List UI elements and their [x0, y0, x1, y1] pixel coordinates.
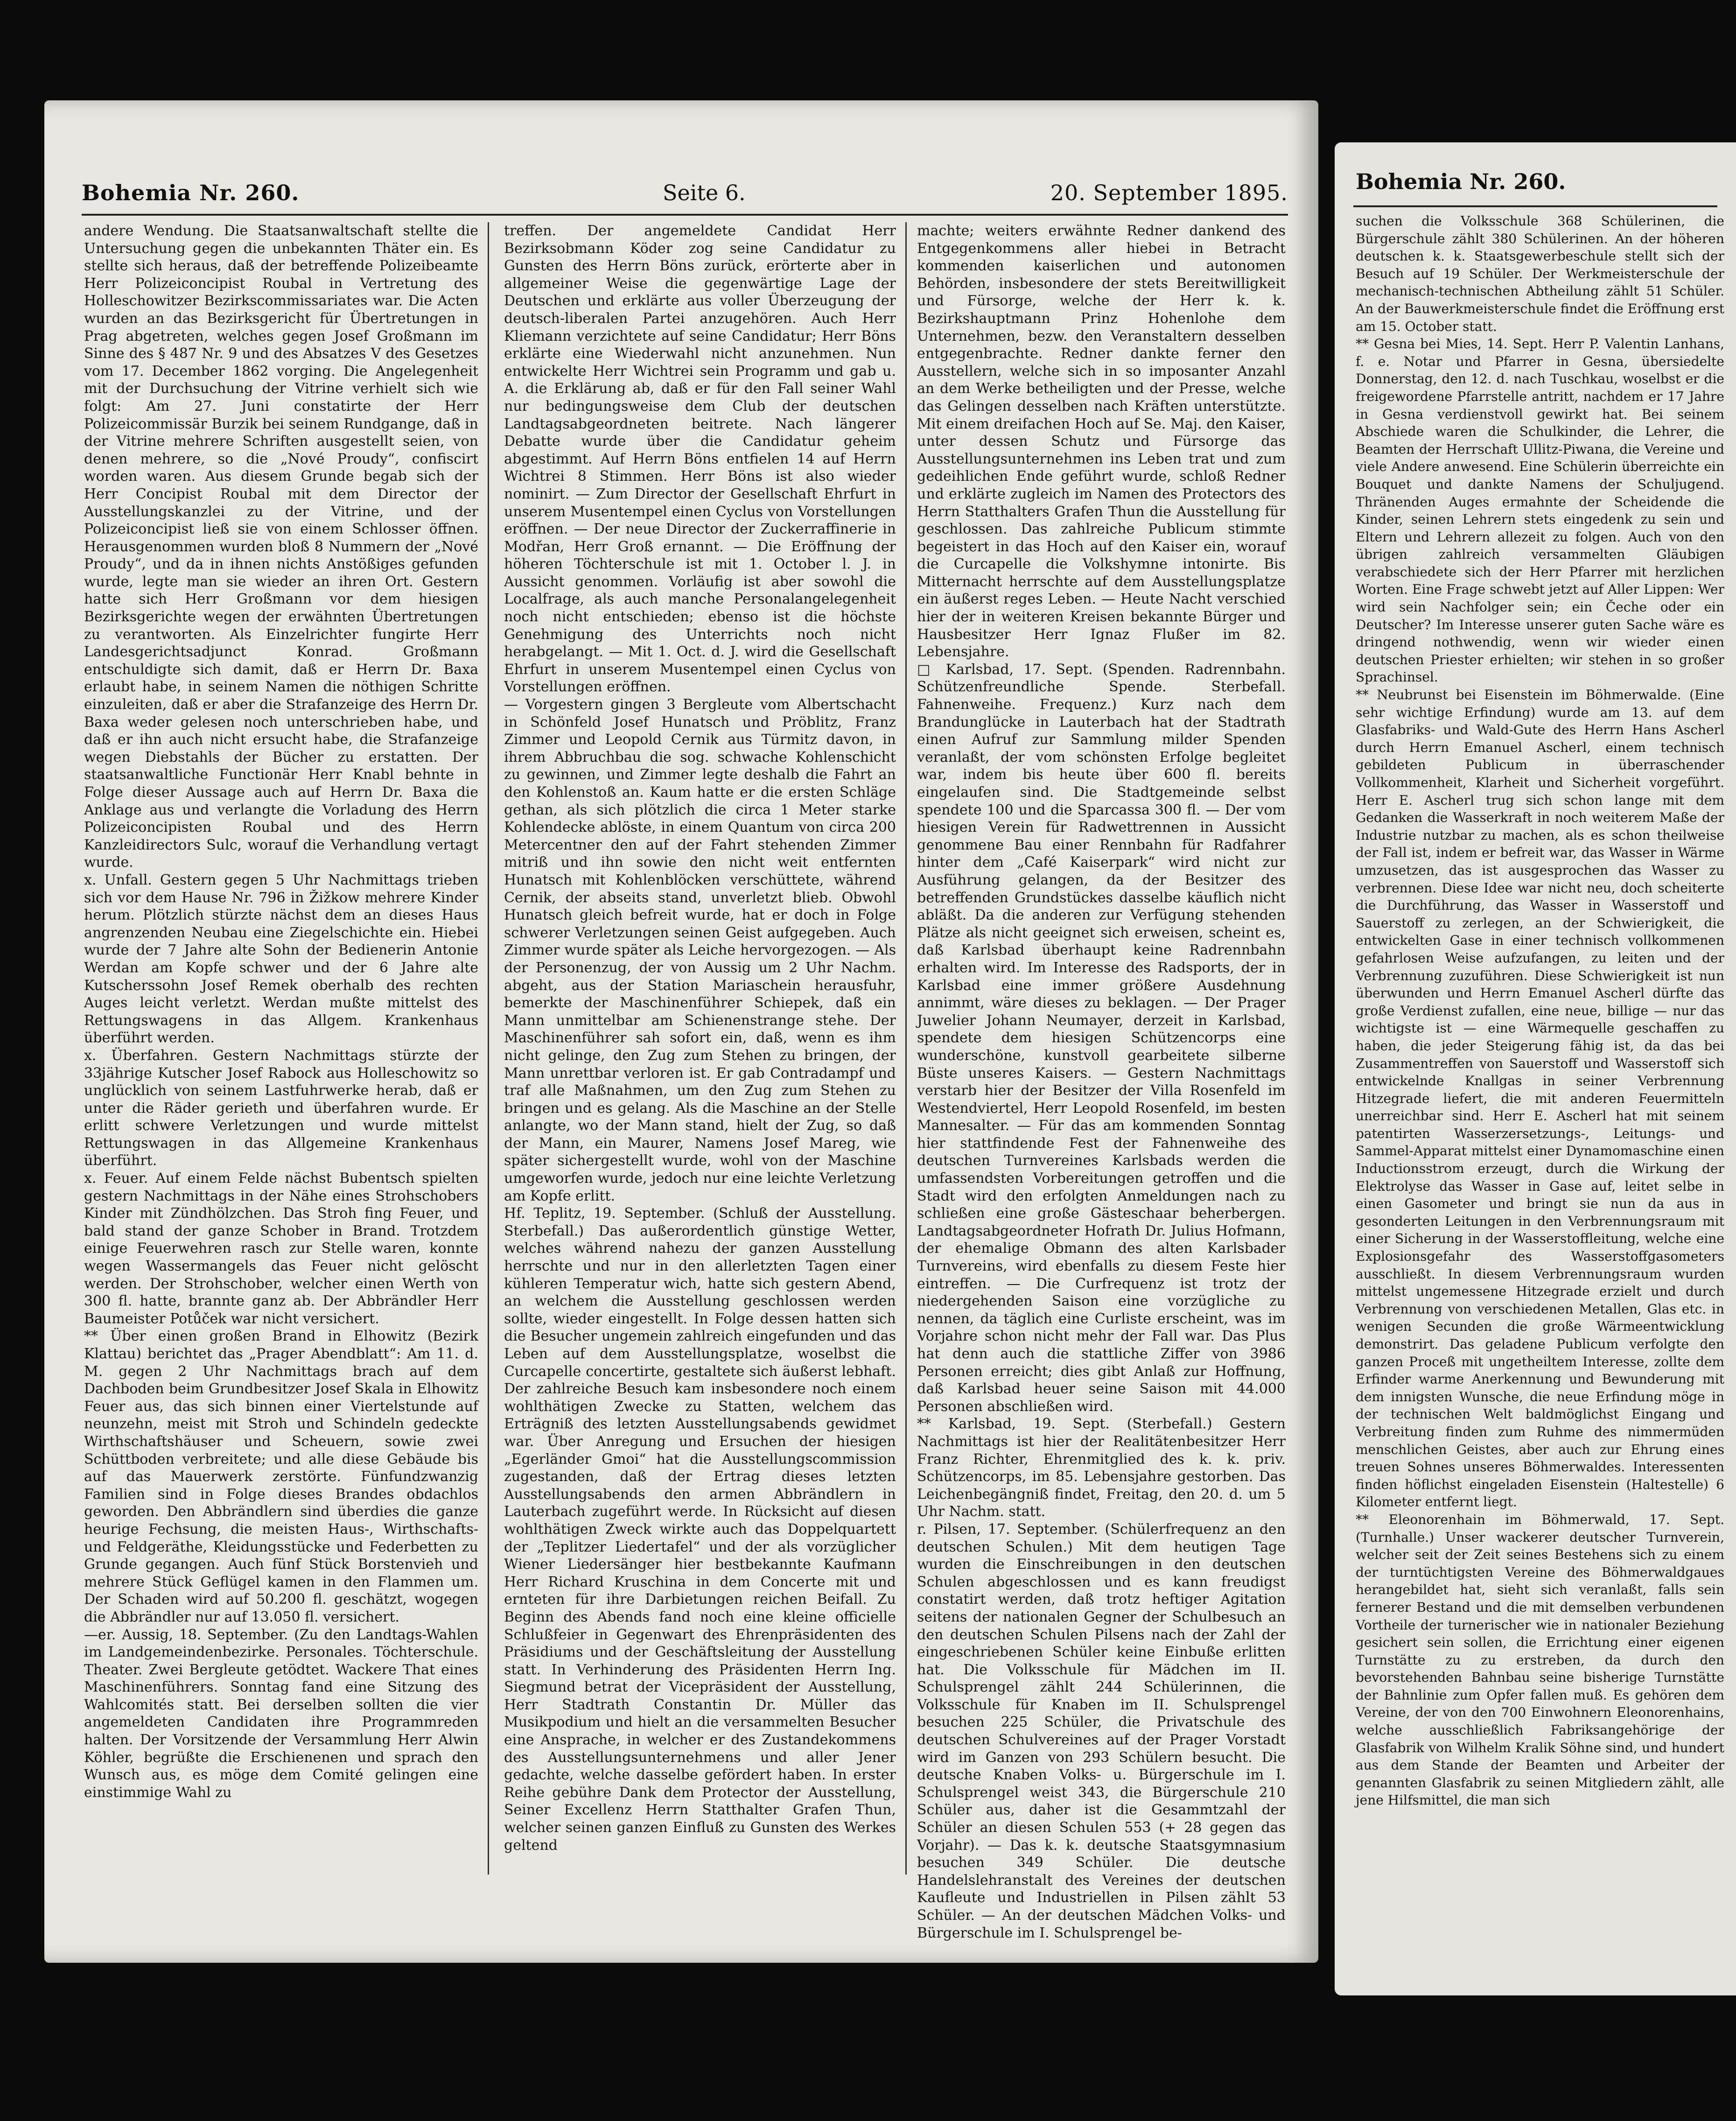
column-divider [905, 222, 907, 1875]
article-paragraph: □ Karlsbad, 17. Sept. (Spenden. Radrennbahn. Schützenfreundliche Spende. Sterbefall. Fahnenweihe. Frequenz.) Kurz nach dem Brandunglücke in Lauterbach hat der Stadtrath einen Aufruf zur Sammlung milder Spenden veranlaßt, der vom schönsten Erfolge begleitet war, indem bis heute über 600 fl. bereits eingelaufen sind. Die Stadtgemeinde selbst spendete 100 und die Sparcassa 300 fl. — Der vom hiesigen Verein für Radwettrennen in Aussicht genommene Bau einer Rennbahn für Radfahrer hinter dem „Café Kaiserpark“ wird nicht zur Ausführung gelangen, da der Besitzer des betreffenden Grundstückes dasselbe käuflich nicht abläßt. Da die anderen zur Verfügung stehenden Plätze als nicht geeignet sich erweisen, scheint es, daß Karlsbad überhaupt keine Radrennbahn erhalten wird. Im Interesse des Radsports, der in Karlsbad eine immer größere Ausdehnung annimmt, wäre dieses zu beklagen. — Der Prager Juwelier Johann Neumayer, derzeit in Karlsbad, spendete dem hiesigen Schützencorps eine wunderschöne, kunstvoll gearbeitete silberne Büste unseres Kaisers. — Gestern Nachmittags verstarb hier der Besitzer der Villa Rosenfeld im Westendviertel, Herr Leopold Rosenfeld, im besten Mannesalter. — Für das am kommenden Sonntag hier stattfindende Fest der Fahnenweihe des deutschen Turnvereines Karlsbads werden die umfassendsten Vorbereitungen getroffen und die Stadt wird den erfolgten Anmeldungen nach zu schließen eine große Gästeschaar beherbergen. Landtagsabgeordneter Hofrath Dr. Julius Hofmann, der ehemalige Obmann des alten Karlsbader Turnvereins, wird ebenfalls zu diesem Feste hier eintreffen. — Die Curfrequenz ist trotz der niedergehenden Saison eine vorzügliche zu nennen, da täglich eine Curliste erscheint, was im Vorjahre schon nicht mehr der Fall war. Das Plus hat denn auch die stattliche Ziffer von 3986 Personen erreicht; dies gibt Anlaß zur Hoffnung, daß Karlsbad heuer seine Saison mit 44.000 Personen abschließen wird. [917, 661, 1286, 1415]
article-paragraph: andere Wendung. Die Staatsanwaltschaft stellte die Untersuchung gegen die unbekannten Thäter ein. Es stellte sich heraus, daß der betreffende Polizeibeamte Herr Polizeiconcipist Roubal in Vertretung des Holleschowitzer Bezirkscommissariates war. Die Acten wurden an das Bezirksgericht für Übertretungen in Prag abgetreten, welches gegen Josef Großmann im Sinne des § 487 Nr. 9 und des Absatzes V des Gesetzes vom 17. December 1862 vorging. Die Angelegenheit mit der Durchsuchung der Vitrine verhielt sich wie folgt: Am 27. Juni constatirte der Herr Polizeicommissär Burzik bei seinem Rundgange, daß in der Vitrine mehrere Schriften ausgestellt seien, von denen mehrere, so die „Nové Proudy“, confiscirt worden waren. Aus diesem Grunde begab sich der Herr Concipist Roubal mit dem Director der Ausstellungskanzlei zu der Vitrine, und der Polizeiconcipist ließ sie von einem Schlosser öffnen. Herausgenommen wurden bloß 8 Nummern der „Nové Proudy“, und da in ihnen nichts Anstößiges gefunden wurde, legte man sie wieder an ihren Ort. Gestern hatte sich Herr Großmann vor dem hiesigen Bezirksgerichte wegen der erwähnten Übertretungen zu verantworten. Als Einzelrichter fungirte Herr Landesgerichtsadjunct Konrad. Großmann entschuldigte sich damit, daß er Herrn Dr. Baxa erlaubt habe, in seinem Namen die nöthigen Schritte einzuleiten, daß er aber die Strafanzeige des Herrn Dr. Baxa weder gelesen noch unterschrieben habe, und daß er ihn auch nicht ersucht habe, die Strafanzeige wegen Diebstahls der Bücher zu erstatten. Der staatsanwaltliche Functionär Herr Knabl behnte in Folge dieser Aussage auch auf Herrn Dr. Baxa die Anklage aus und verlangte die Vorladung des Herrn Polizeiconcipisten Roubal und des Herrn Kanzleidirectors Sulc, worauf die Verhandlung vertagt wurde. [84, 223, 478, 871]
article-paragraph: — Vorgestern gingen 3 Bergleute vom Albertschacht in Schönfeld Josef Hunatsch und Pröblitz, Franz Zimmer und Leopold Cernik aus Türmitz davon, in ihrem Abbruchbau die sog. schwache Kohlenschicht zu gewinnen, und Zimmer legte deshalb die Fahrt an den Kohlenstoß an. Kaum hatte er die ersten Schläge gethan, als sich plötzlich die circa 1 Meter starke Kohlendecke ablöste, in einem Quantum von circa 200 Metercentner den auf der Fahrt stehenden Zimmer mitriß und ihn sowie den nicht weit entfernten Hunatsch mit Kohlenblöcken verschüttete, während Cernik, der abseits stand, unverletzt blieb. Obwohl Hunatsch gleich befreit wurde, hat er doch in Folge schwerer Verletzungen seinen Geist aufgegeben. Auch Zimmer wurde später als Leiche hervorgezogen. — Als der Personenzug, der von Aussig um 2 Uhr Nachm. abgeht, aus der Station Mariaschein herausfuhr, bemerkte der Maschinenführer Schiepek, daß ein Mann unmittelbar am Schienenstrange stehe. Der Maschinenführer sah sofort ein, daß, wenn es ihm nicht gelinge, den Zug zum Stehen zu bringen, der Mann unrettbar verloren ist. Er gab Contradampf und traf alle Maßnahmen, um den Zug zum Stehen zu bringen und es gelang. Als die Maschine an der Stelle anlangte, wo der Mann stand, hielt der Zug, so daß der Mann, ein Maurer, Namens Josef Mareg, wie später sichergestellt wurde, wohl von der Maschine umgeworfen wurde, jedoch nur eine leichte Verletzung am Kopfe erlitt. [504, 696, 896, 1204]
article-paragraph: ** Gesna bei Mies, 14. Sept. Herr P. Valentin Lanhans, f. e. Notar und Pfarrer in Gesna, übersiedelte Donnerstag, den 12. d. nach Tuschkau, woselbst er die freigewordene Pfarrstelle antritt, nachdem er 17 Jahre in Gesna verdienstvoll gewirkt hat. Bei seinem Abschiede waren die Schulkinder, die Lehrer, die Beamten der Herrschaft Ullitz-Piwana, die Vereine und viele Andere anwesend. Eine Schülerin überreichte ein Bouquet und dankte Namens der Schuljugend. Thränenden Auges ermahnte der Scheidende die Kinder, seinen Lehrern stets eingedenk zu sein und Eltern und Lehrern allezeit zu folgen. Auch von den übrigen zahlreich versammelten Gläubigen verabschiedete sich der Herr Pfarrer mit herzlichen Worten. Eine Frage schwebt jetzt auf Aller Lippen: Wer wird sein Nachfolger sein; ein Čeche oder ein Deutscher? Im Interesse unserer guten Sache wäre es dringend nothwendig, wenn wir wieder einen deutschen Priester erhielten; wir stehen in so großer Sprachinsel. [1356, 336, 1724, 685]
masthead-issue: Bohemia Nr. 260. [82, 180, 300, 205]
article-paragraph: machte; weiters erwähnte Redner dankend des Entgegenkommens aller hiebei in Betracht kommenden kaiserlichen und autonomen Behörden, insbesondere der stets Bereitwilligkeit und Fürsorge, welche der Herr k. k. Bezirkshauptmann Prinz Hohenlohe dem Unternehmen, bezw. den Veranstaltern desselben entgegenbrachte. Redner dankte ferner den Ausstellern, welche sich in so imposanter Anzahl an dem Werke betheiligten und der Presse, welche das Gelingen desselben nach Kräften unterstützte. Mit einem dreifachen Hoch auf Se. Maj. den Kaiser, unter dessen Schutz und Fürsorge das Ausstellungsunternehmen ins Leben trat und zum gedeihlichen Ende geführt wurde, schloß Redner und erklärte zugleich im Namen des Protectors des Herrn Statthalters Grafen Thun die Ausstellung für geschlossen. Das zahlreiche Publicum stimmte begeistert in das Hoch auf den Kaiser ein, worauf die Curcapelle die Volkshymne intonirte. Bis Mitternacht herrschte auf dem Ausstellungsplatze ein äußerst reges Leben. — Heute Nacht verschied hier der in weiteren Kreisen bekannte Bürger und Hausbesitzer Herr Ignaz Flußer im 82. Lebensjahre. [917, 223, 1286, 660]
article-paragraph: x. Feuer. Auf einem Felde nächst Bubentsch spielten gestern Nachmittags in der Nähe eines Strohschobers Kinder mit Zündhölzchen. Das Stroh fing Feuer, und bald stand der ganze Schober in Brand. Trotzdem einige Feuerwehren rasch zur Stelle waren, konnte wegen Wassermangels das Feuer nicht gelöscht werden. Der Strohschober, welcher einen Werth von 300 fl. hatte, brannte ganz ab. Der Abbrändler Herr Baumeister Potůček war nicht versichert. [84, 1170, 478, 1327]
article-paragraph: ** Neubrunst bei Eisenstein im Böhmerwalde. (Eine sehr wichtige Erfindung) wurde am 13. auf dem Glasfabriks- und Wald-Gute des Herrn Hans Ascherl durch Herrn Emanuel Ascherl, einem technisch gebildeten Publicum in überraschender Vollkommenheit, Klarheit und Sicherheit vorgeführt. Herr E. Ascherl trug sich schon lange mit dem Gedanken die Wasserkraft in noch weiterem Maße der Industrie nutzbar zu machen, als es schon theilweise der Fall ist, indem er befreit war, das Wasser in Wärme umzusetzen, das ist ausgesprochen das Wasser zu verbrennen. Diese Idee war nicht neu, doch scheiterte die Durchführung, das Wasser in Wasserstoff und Sauerstoff zu zerlegen, an der Schwierigkeit, die entwickelten Gase in einer technisch vollkommenen gefahrlosen Weise aufzufangen, zu leiten und der Verbrennung zuzuführen. Diese Schwierigkeit ist nun überwunden und Herrn Emanuel Ascherl dürfte das große Verdienst zufallen, eine neue, billige — nur das wichtigste ist — eine Wärmequelle geschaffen zu haben, die jeder Steigerung fähig ist, da das bei Zusammentreffen von Sauerstoff und Wasserstoff sich entwickelnde Knallgas in seiner Verbrennung Hitzegrade liefert, die mit anderen Feuermitteln unerreichbar sind. Herr E. Ascherl hat mit seinem patentirten Wasserzersetzungs-, Leitungs- und Sammel-Apparat mittelst einer Dynamomaschine einen Inductionsstrom erzeugt, durch die Wirkung der Elektrolyse das Wasser in Gase auf, leitet selbe in einen Gasometer und bringt sie nun da aus in gesonderten Leitungen in den Verbrennungsraum mit einer Sicherung in der Wasserstoffleitung, welche eine Explosionsgefahr des Wasserstoffgasometers ausschließt. In diesem Verbrennungsraum wurden mittelst ungemessene Hitzegrade erzielt und durch Verbrennung von verschiedenen Metallen, Glas etc. in wenigen Secunden die große Wärmeentwicklung demonstrirt. Das geladene Publicum verfolgte den ganzen Proceß mit ungetheiltem Interesse, zollte dem Erfinder warme Anerkennung und Bewunderung mit dem innigsten Wunsche, die neue Erfindung möge in der technischen Welt baldmöglichst Eingang und Verbreitung finden zum Ruhme des nimmermüden menschlichen Geistes, aber auch zur Ehrung eines treuen Sohnes unseres Böhmerwaldes. Interessenten finden höflichst eingeladen Eisenstein (Haltestelle) 6 Kilometer entfernt liegt. [1356, 687, 1724, 1510]
article-paragraph: —er. Aussig, 18. September. (Zu den Landtags-Wahlen im Landgemeindenbezirke. Personales. Töchterschule. Theater. Zwei Bergleute getödtet. Wackere That eines Maschinenführers. Sonntag fand eine Sitzung des Wahlcomités statt. Bei derselben sollten die vier angemeldeten Candidaten ihre Programmreden halten. Der Vorsitzende der Versammlung Herr Alwin Köhler, begrüßte die Erschienenen und sprach den Wunsch aus, es möge dem Comité gelingen eine einstimmige Wahl zu [84, 1626, 478, 1801]
article-paragraph: Hf. Teplitz, 19. September. (Schluß der Ausstellung. Sterbefall.) Das außerordentlich günstige Wetter, welches während nahezu der ganzen Ausstellung herrschte und nur in den allerletzten Tagen einer kühleren Temperatur wich, hatte sich gestern Abend, an welchem die Ausstellung geschlossen werden sollte, wieder eingestellt. In Folge dessen hatten sich die Besucher ungemein zahlreich eingefunden und das Leben auf dem Ausstellungsplatze, woselbst die Curcapelle concertirte, gestaltete sich äußerst lebhaft. Der zahlreiche Besuch kam insbesondere noch einem wohlthätigen Zwecke zu Statten, welchem das Erträgniß des letzten Ausstellungsabends gewidmet war. Über Anregung und Ersuchen der hiesigen „Egerländer Gmoi“ hat die Ausstellungscommission zugestanden, daß der Ertrag dieses letzten Ausstellungsabends den armen Abbrändlern in Lauterbach zugeführt werde. In Rücksicht auf diesen wohlthätigen Zweck wirkte auch das Doppelquartett der „Teplitzer Liedertafel“ und der als vorzüglicher Wiener Liedersänger hier bestbekannte Kaufmann Herr Richard Kruschina in dem Concerte mit und ernteten für ihre Darbietungen reichen Beifall. Zu Beginn des Abends fand noch eine kleine officielle Schlußfeier in Gegenwart des Ehrenpräsidenten des Präsidiums und der Geschäftsleitung der Ausstellung statt. In Verhinderung des Präsidenten Herrn Ing. Siegmund betrat der Vicepräsident der Ausstellung, Herr Stadtrath Constantin Dr. Müller das Musikpodium und hielt an die versammelten Besucher eine Ansprache, in welcher er des Zustandekommens des Ausstellungsunternehmens und aller Jener gedachte, welche dasselbe gefördert haben. In erster Reihe gebühre Dank dem Protector der Ausstellung, Seiner Excellenz Herrn Statthalter Grafen Thun, welcher seinen ganzen Einfluß zu Gunsten des Werkes geltend [504, 1205, 896, 1854]
article-paragraph: ** Über einen großen Brand in Elhowitz (Bezirk Klattau) berichtet das „Prager Abendblatt“: Am 11. d. M. gegen 2 Uhr Nachmittags brach auf dem Dachboden beim Grundbesitzer Josef Skala in Elhowitz Feuer aus, das sich binnen einer Viertelstunde auf neunzehn, meist mit Stroh und Schindeln gedeckte Wirthschaftshäuser und Scheuern, sowie zwei Schüttboden verbreitete; und alle diese Gebäude bis auf das Mauerwerk zerstörte. Fünfundzwanzig Familien sind in Folge dieses Brandes obdachlos geworden. Den Abbrändlern sind überdies die ganze heurige Fechsung, die meisten Haus-, Wirthschafts- und Feldgeräthe, Kleidungsstücke und Federbetten zu Grunde gegangen. Auch fünf Stück Borstenvieh und mehrere Stück Geflügel kamen in den Flammen um. Der Schaden wird auf 50.200 fl. geschätzt, wogegen die Abbrändler nur auf 13.050 fl. versichert. [84, 1328, 478, 1625]
article-paragraph: treffen. Der angemeldete Candidat Herr Bezirksobmann Köder zog seine Candidatur zu Gunsten des Herrn Böns zurück, erörterte aber in allgemeiner Weise die gegenwärtige Lage der Deutschen und erklärte aus voller Überzeugung der deutsch-liberalen Partei anzugehören. Auch Herr Kliemann verzichtete auf seine Candidatur; Herr Böns erklärte eine Wiederwahl nicht anzunehmen. Nun entwickelte Herr Wichtrei sein Programm und gab u. A. die Erklärung ab, daß er für den Fall seiner Wahl nur bedingungsweise dem Club der deutschen Landtagsabgeordneten beitrete. Nach längerer Debatte wurde über die Candidatur geheim abgestimmt. Auf Herrn Böns entfielen 14 auf Herrn Wichtrei 8 Stimmen. Herr Böns ist also wieder nominirt. — Zum Director der Gesellschaft Ehrfurt in unserem Musentempel einen Cyclus von Vorstellungen eröffnen. — Der neue Director der Zuckerraffinerie in Modřan, Herr Groß ernannt. — Die Eröffnung der höheren Töchterschule ist mit 1. October l. J. in Aussicht genommen. Vorläufig ist aber sowohl die Localfrage, als auch manche Personalangelegenheit noch nicht entschieden; ebenso ist die höchste Genehmigung des Unterrichts noch nicht herabgelangt. — Mit 1. Oct. d. J. wird die Gesellschaft Ehrfurt in unserem Musentempel einen Cyclus von Vorstellungen eröffnen. [504, 223, 896, 695]
article-paragraph: suchen die Volksschule 368 Schülerinen, die Bürgerschule zählt 380 Schülerinen. An der höheren deutschen k. k. Staatsgewerbeschule stellt sich der Besuch auf 19 Schüler. Der Werkmeisterschule der mechanisch-technischen Abtheilung zählt 51 Schüler. An der Bauwerkmeisterschule findet die Eröffnung erst am 15. October statt. [1356, 213, 1724, 334]
header-rule [82, 214, 1288, 216]
page-header [82, 176, 1288, 214]
column-divider [488, 222, 489, 1875]
next-page-masthead: Bohemia Nr. 260. [1356, 169, 1566, 194]
issue-date: 20. September 1895. [1050, 180, 1288, 205]
article-paragraph: ** Karlsbad, 19. Sept. (Sterbefall.) Gestern Nachmittags ist hier der Realitätenbesitzer Herr Franz Richter, Ehrenmitglied des k. k. priv. Schützencorps, im 85. Lebensjahre gestorben. Das Leichenbegängniß findet, Freitag, den 20. d. um 5 Uhr Nachm. statt. [917, 1416, 1286, 1520]
article-paragraph: x. Unfall. Gestern gegen 5 Uhr Nachmittags trieben sich vor dem Hause Nr. 796 in Žižkow mehrere Kinder herum. Plötzlich stürzte nächst dem an dieses Haus angrenzenden Neubau eine Ziegelschichte ein. Hiebei wurde der 7 Jahre alte Sohn der Bedienerin Antonie Werdan am Kopfe schwer und der 6 Jahre alte Kutscherssohn Josef Remek oberhalb des rechten Auges leicht verletzt. Werdan mußte mittelst des Rettungswagens in das Allgem. Krankenhaus überführt werden. [84, 871, 478, 1046]
article-paragraph: ** Eleonorenhain im Böhmerwald, 17. Sept. (Turnhalle.) Unser wackerer deutscher Turnverein, welcher seit der Zeit seines Bestehens sich zu einem der turntüchtigsten Vereine des Böhmerwaldgaues herangebildet hat, sieht sich veranlaßt, falls sein fernerer Bestand und die mit demselben verbundenen Vortheile der turnerischer wie in nationaler Beziehung gesichert sein sollen, die Errichtung einer eigenen Turnstätte zu zu erstreben, da durch den bevorstehenden Bahnbau seine bisherige Turnstätte der Bahnlinie zum Opfer fallen muß. Es gehören dem Vereine, der von den 700 Einwohnern Eleonorenhains, welche ausschließlich Fabriksangehörige der Glasfabrik von Wilhelm Kralik Söhne sind, und hundert aus dem Stande der Beamten und Arbeiter der genannten Glasfabrik zu seinen Mitgliedern zählt, alle jene Hilfsmittel, die man sich [1356, 1511, 1724, 1808]
column-2 [504, 222, 896, 1879]
article-paragraph: r. Pilsen, 17. September. (Schülerfrequenz an den deutschen Schulen.) Mit dem heutigen Tage wurden die Einschreibungen in den deutschen Schulen abgeschlossen und es kann freudigst constatirt werden, daß trotz heftiger Agitation seitens der nationalen Gegner der Schulbesuch an den deutschen Schulen Pilsens nach der Zahl der eingeschriebenen Schüler keine Einbuße erlitten hat. Die Volksschule für Mädchen im II. Schulsprengel zählt 244 Schülerinnen, die Volksschule für Knaben im II. Schulsprengel besuchen 225 Schüler, die Privatschule des deutschen Schulvereines auf der Prager Vorstadt wird im Ganzen von 293 Schülern besucht. Die deutsche Knaben Volks- u. Bürgerschule im I. Schulsprengel weist 343, die Bürgerschule 210 Schüler aus, daher ist die Gesammtzahl der Schüler an diesen Schulen 553 (+ 28 gegen das Vorjahr). — Das k. k. deutsche Staatsgymnasium besuchen 349 Schüler. Die deutsche Handelslehranstalt des Vereines der deutschen Kaufleute und Industriellen in Pilsen zählt 53 Schüler. — An der deutschen Mädchen Volks- und Bürgerschule im I. Schulsprengel be- [917, 1521, 1286, 1941]
next-page-header-rule [1353, 205, 1717, 207]
column-next-page [1356, 212, 1724, 1869]
article-paragraph: x. Überfahren. Gestern Nachmittags stürzte der 33jährige Kutscher Josef Rabock aus Holleschowitz so unglücklich von seinem Lastfuhrwerke herab, daß er unter die Räder gerieth und überfahren wurde. Er erlitt schwere Verletzungen und wurde mittelst Rettungswagen in das Allgemeine Krankenhaus überführt. [84, 1047, 478, 1169]
column-1 [84, 222, 478, 1879]
page-number: Seite 6. [663, 180, 746, 205]
column-3 [917, 222, 1286, 1941]
